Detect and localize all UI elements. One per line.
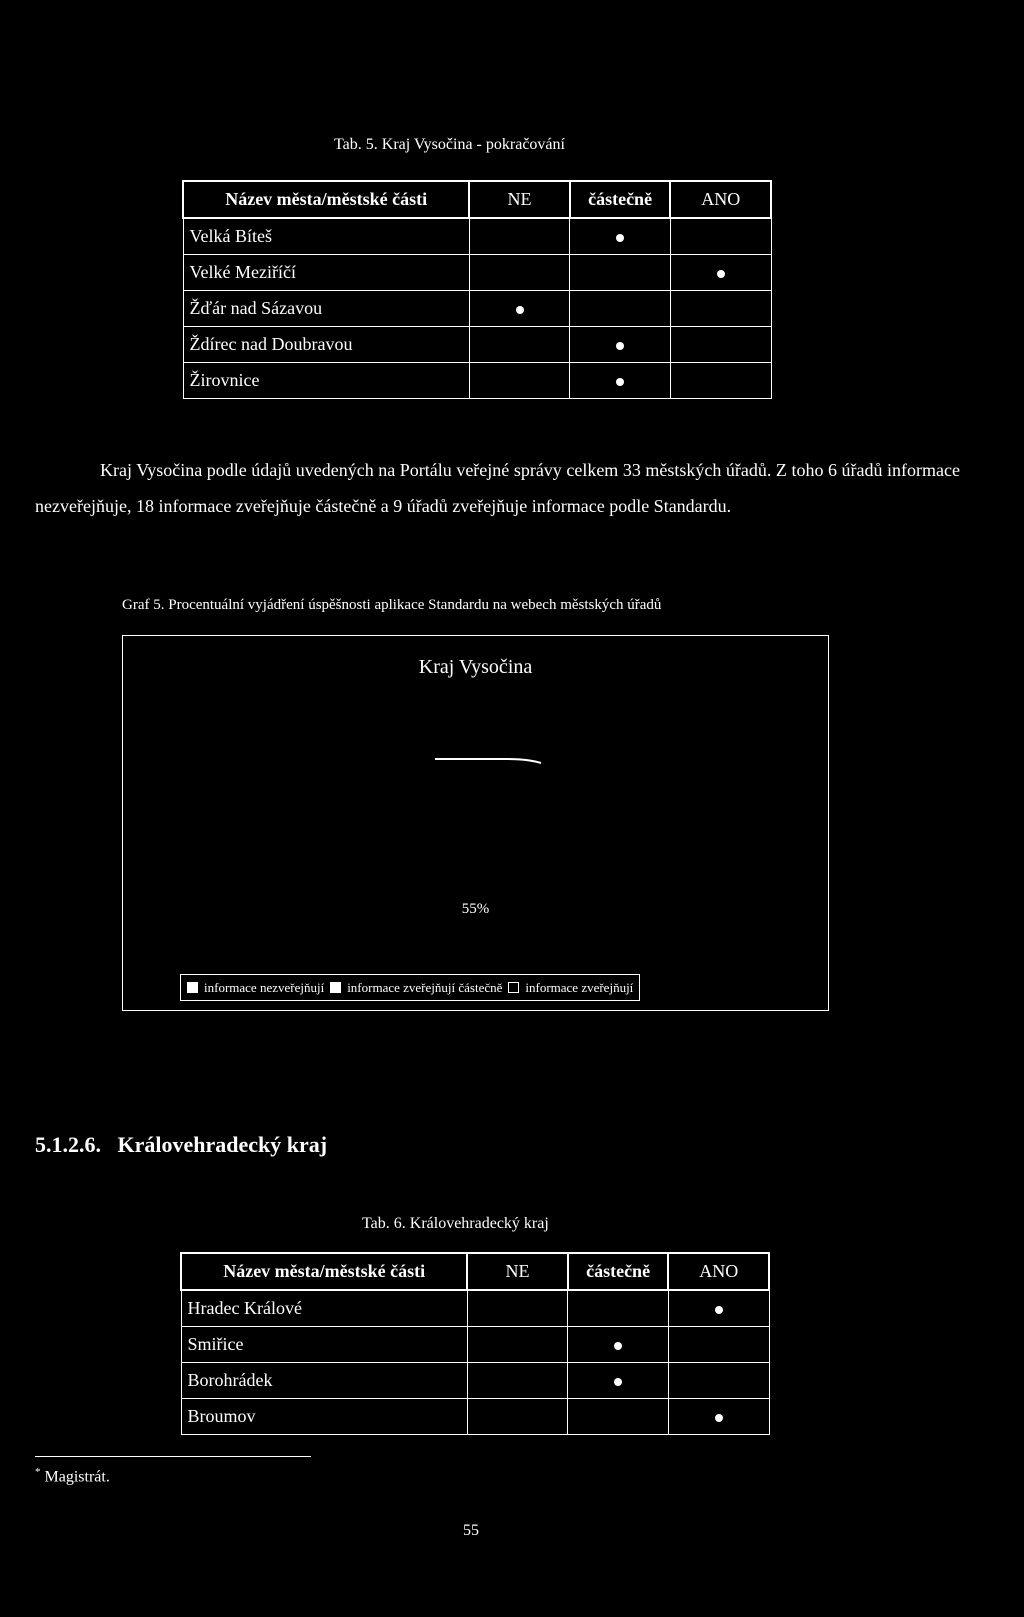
row-cell xyxy=(469,291,569,327)
bullet-icon xyxy=(616,342,624,350)
table-row xyxy=(181,1290,769,1327)
table6-header-name: Název města/městské části xyxy=(181,1253,467,1290)
row-name: Žďár nad Sázavou xyxy=(183,291,469,327)
row-cell xyxy=(670,291,771,327)
row-cell xyxy=(670,218,771,255)
graph5-caption: Graf 5. Procentuální vyjádření úspěšnosti aplikace Standardu na webech městských úřadů xyxy=(122,597,662,613)
row-name: Hradec Králové xyxy=(181,1290,467,1327)
graph5-pie-edge xyxy=(435,759,541,763)
section-heading: 5.1.2.6. Královehradecký kraj xyxy=(35,1132,328,1157)
table-row xyxy=(181,1327,769,1363)
table-row xyxy=(183,218,771,255)
row-cell xyxy=(570,255,671,291)
bullet-icon xyxy=(715,1414,723,1422)
graph5-data-label: 55% xyxy=(461,901,490,917)
table6 xyxy=(180,1252,770,1435)
row-cell xyxy=(570,327,671,363)
graph5-legend xyxy=(180,974,640,1001)
footnote-text: Magistrát. xyxy=(40,1468,110,1486)
row-cell xyxy=(570,218,671,255)
graph5-title: Kraj Vysočina xyxy=(418,656,533,678)
row-name: Broumov xyxy=(181,1399,467,1435)
row-name: Smiřice xyxy=(181,1327,467,1363)
row-name: Ždírec nad Doubravou xyxy=(183,327,469,363)
row-cell xyxy=(570,291,671,327)
table6-header-ne: NE xyxy=(467,1253,567,1290)
row-cell xyxy=(568,1290,669,1327)
table6-header-castecne: částečně xyxy=(568,1253,669,1290)
row-cell xyxy=(469,218,569,255)
legend-label: informace zveřejňují částečně xyxy=(347,979,503,995)
row-name: Žirovnice xyxy=(183,363,469,399)
row-cell xyxy=(469,327,569,363)
row-name: Velká Bíteš xyxy=(183,218,469,255)
row-cell xyxy=(670,363,771,399)
footnote-rule xyxy=(35,1456,311,1457)
bullet-icon xyxy=(516,306,524,314)
table-row xyxy=(183,363,771,399)
footnote xyxy=(35,1466,110,1486)
row-name: Velké Meziříčí xyxy=(183,255,469,291)
table-row xyxy=(181,1399,769,1435)
legend-label: informace nezveřejňují xyxy=(204,979,325,995)
page-number: 55 xyxy=(463,1522,479,1539)
table5-caption: Tab. 5. Kraj Vysočina - pokračování xyxy=(334,136,565,153)
table-row xyxy=(181,1363,769,1399)
row-cell xyxy=(467,1327,567,1363)
table5-header-name: Název města/městské části xyxy=(183,181,469,218)
row-cell xyxy=(668,1399,769,1435)
row-cell xyxy=(568,1363,669,1399)
bullet-icon xyxy=(614,1342,622,1350)
row-cell xyxy=(469,255,569,291)
legend-label: informace zveřejňují xyxy=(525,979,634,995)
row-cell xyxy=(670,255,771,291)
bullet-icon xyxy=(616,378,624,386)
row-cell xyxy=(467,1290,567,1327)
row-cell xyxy=(668,1363,769,1399)
graph5-pie-remnant xyxy=(433,751,553,771)
row-cell xyxy=(568,1399,669,1435)
footnote-marker: * xyxy=(35,1466,41,1478)
row-name: Borohrádek xyxy=(181,1363,467,1399)
legend-swatch xyxy=(187,982,198,993)
row-cell xyxy=(467,1363,567,1399)
bullet-icon xyxy=(715,1306,723,1314)
table5-header-ne: NE xyxy=(469,181,569,218)
row-cell xyxy=(568,1327,669,1363)
bullet-icon xyxy=(717,270,725,278)
row-cell xyxy=(570,363,671,399)
table5-header-castecne: částečně xyxy=(570,181,671,218)
table5-header-ano: ANO xyxy=(670,181,771,218)
row-cell xyxy=(670,327,771,363)
summary-paragraph: Kraj Vysočina podle údajů uvedených na Portálu veřejné správy celkem 33 městských úřadů. Z toho 6 úřadů informace nezveřejňuje, 18 informace zveřejňuje částečně a 9 úřadů zveřejňuje informace podle Standardu. xyxy=(35,460,960,516)
legend-swatch xyxy=(330,982,341,993)
table-row xyxy=(183,255,771,291)
graph5-frame xyxy=(122,635,829,1011)
row-cell xyxy=(467,1399,567,1435)
row-cell xyxy=(469,363,569,399)
table5 xyxy=(182,180,772,399)
bullet-icon xyxy=(616,234,624,242)
table6-header-ano: ANO xyxy=(668,1253,769,1290)
row-cell xyxy=(668,1327,769,1363)
table-row xyxy=(183,327,771,363)
table-row xyxy=(183,291,771,327)
row-cell xyxy=(668,1290,769,1327)
table6-caption: Tab. 6. Královehradecký kraj xyxy=(362,1215,549,1232)
legend-swatch xyxy=(508,982,519,993)
bullet-icon xyxy=(614,1378,622,1386)
